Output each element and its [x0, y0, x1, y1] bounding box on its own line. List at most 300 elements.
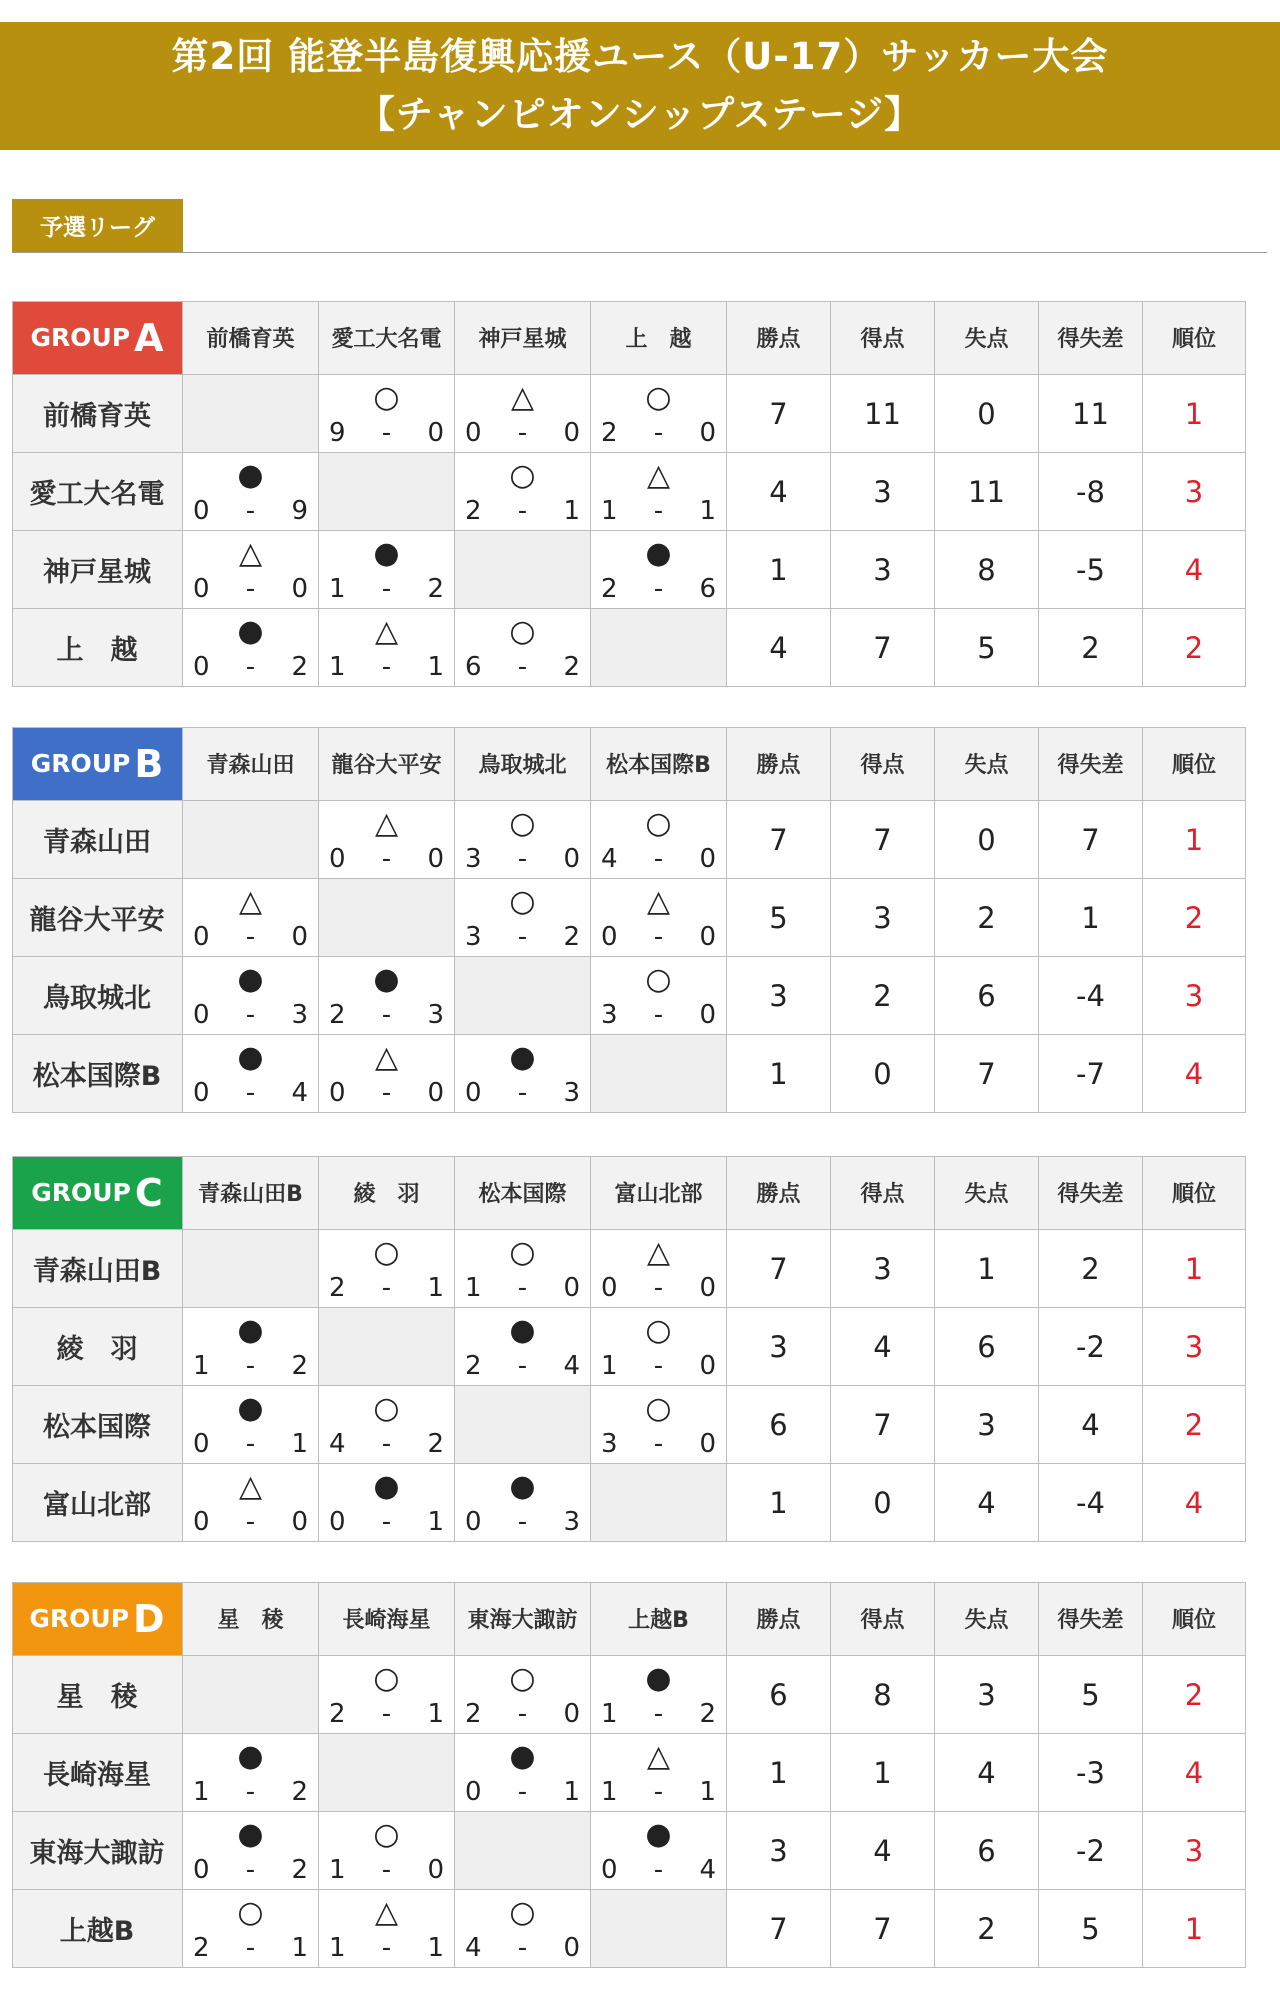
- match-result-content: [455, 879, 590, 956]
- column-header-team: [183, 1582, 319, 1656]
- draw-mark-icon: △: [374, 806, 399, 841]
- score-against: 2: [291, 1777, 308, 1807]
- match-score: [329, 844, 444, 874]
- row-header-team-label: 前橋育英: [43, 401, 151, 432]
- stat-cell: [1039, 609, 1143, 687]
- column-header-team-label: 前橋育英: [206, 327, 295, 352]
- row-header-team: [12, 957, 183, 1035]
- match-result: [591, 1734, 727, 1812]
- column-header-team-label: 上越B: [628, 1608, 689, 1633]
- group-table-c: [12, 1156, 1246, 1542]
- goals-against-value: 11: [968, 474, 1005, 509]
- score-against: 0: [699, 922, 716, 952]
- stat-cell: [831, 1464, 935, 1542]
- match-result: [455, 1890, 591, 1968]
- column-header-team: [591, 301, 727, 375]
- win-mark-icon: ○: [645, 962, 672, 997]
- stat-cell: [831, 879, 935, 957]
- score-separator: -: [653, 1855, 664, 1885]
- match-result-content: [319, 375, 454, 452]
- points-value: 4: [769, 474, 788, 509]
- column-header-stat: [727, 727, 831, 801]
- score-separator: -: [245, 496, 256, 526]
- column-header-stat: [1143, 301, 1246, 375]
- score-against: 0: [699, 1429, 716, 1459]
- match-result-content: [455, 1734, 590, 1811]
- self-match-cell: [455, 957, 591, 1035]
- stat-cell: [1143, 609, 1246, 687]
- draw-mark-icon: △: [646, 458, 671, 493]
- goals-for-value: 7: [873, 1911, 892, 1946]
- points-value: 3: [769, 978, 788, 1013]
- goal-difference-value: -7: [1076, 1056, 1105, 1091]
- score-for: 4: [465, 1933, 482, 1963]
- column-header-stat-label: 順位: [1171, 327, 1216, 352]
- loss-mark-icon: ●: [509, 1469, 536, 1504]
- score-for: 2: [329, 1273, 346, 1303]
- self-match-cell: [455, 1386, 591, 1464]
- stat-cell: [935, 1386, 1039, 1464]
- rank-value: 2: [1184, 1677, 1204, 1712]
- column-header-team-label: 綾 羽: [353, 1182, 420, 1207]
- match-result-content: [591, 1230, 726, 1307]
- score-for: 1: [329, 652, 346, 682]
- match-score: [329, 418, 444, 448]
- row-header-team-label: 松本国際: [43, 1412, 151, 1443]
- self-match-cell: [591, 1464, 727, 1542]
- match-result-content: [319, 531, 454, 608]
- stat-cell: [727, 375, 831, 453]
- self-match-cell: [319, 879, 455, 957]
- match-result-content: [183, 1464, 318, 1541]
- score-separator: -: [381, 1429, 392, 1459]
- goals-against-value: 0: [977, 822, 996, 857]
- goal-difference-value: -5: [1076, 552, 1105, 587]
- score-separator: -: [245, 1000, 256, 1030]
- score-against: 4: [291, 1078, 308, 1108]
- match-score: [601, 1777, 716, 1807]
- stat-cell: [1039, 1464, 1143, 1542]
- win-mark-icon: ○: [509, 614, 536, 649]
- column-header-team-label: 神戸星城: [478, 327, 567, 352]
- win-mark-icon: ○: [509, 806, 536, 841]
- row-header-team: [12, 1812, 183, 1890]
- match-score: [193, 1507, 308, 1537]
- loss-mark-icon: ●: [373, 1469, 400, 1504]
- stat-cell: [1143, 801, 1246, 879]
- match-result-content: [455, 1890, 590, 1967]
- column-header-stat: [831, 727, 935, 801]
- match-result-content: [455, 1656, 590, 1733]
- match-result-content: [183, 1890, 318, 1967]
- match-score: [465, 418, 580, 448]
- score-separator: -: [245, 1507, 256, 1537]
- score-against: 3: [291, 1000, 308, 1030]
- self-match-cell: [591, 1035, 727, 1113]
- stat-cell: [935, 1656, 1039, 1734]
- match-result-content: [319, 1812, 454, 1889]
- column-header-team: [319, 301, 455, 375]
- goals-against-value: 6: [977, 1833, 996, 1868]
- score-separator: -: [653, 574, 664, 604]
- match-result: [455, 1464, 591, 1542]
- column-header-stat: [727, 1582, 831, 1656]
- points-value: 6: [769, 1677, 788, 1712]
- column-header-stat-label: 勝点: [756, 753, 801, 778]
- stat-cell: [1143, 1035, 1246, 1113]
- score-separator: -: [653, 418, 664, 448]
- column-header-stat: [1143, 727, 1246, 801]
- score-separator: -: [653, 922, 664, 952]
- rank-value: 4: [1184, 1755, 1204, 1790]
- stat-cell: [935, 1230, 1039, 1308]
- stat-cell: [1143, 1812, 1246, 1890]
- score-against: 0: [699, 1000, 716, 1030]
- points-value: 1: [769, 1755, 788, 1790]
- draw-mark-icon: △: [646, 1235, 671, 1270]
- rank-value: 4: [1184, 1485, 1204, 1520]
- group-table-a: [12, 301, 1246, 687]
- score-separator: -: [517, 844, 528, 874]
- score-separator: -: [381, 1699, 392, 1729]
- score-separator: -: [381, 1078, 392, 1108]
- goal-difference-value: -4: [1076, 1485, 1105, 1520]
- column-header-stat: [935, 301, 1039, 375]
- column-header-stat: [831, 1582, 935, 1656]
- win-mark-icon: ○: [373, 1661, 400, 1696]
- match-score: [329, 1855, 444, 1885]
- stat-cell: [831, 1230, 935, 1308]
- match-score: [465, 1078, 580, 1108]
- column-header-stat-label: 失点: [964, 753, 1009, 778]
- score-separator: -: [245, 1429, 256, 1459]
- stat-cell: [935, 1464, 1039, 1542]
- match-result-content: [591, 801, 726, 878]
- stat-cell: [1039, 1656, 1143, 1734]
- stat-cell: [935, 531, 1039, 609]
- match-result: [183, 1464, 319, 1542]
- column-header-team: [183, 727, 319, 801]
- self-match-cell: [591, 609, 727, 687]
- score-for: 2: [465, 1351, 482, 1381]
- stat-cell: [1143, 375, 1246, 453]
- score-separator: -: [653, 1699, 664, 1729]
- score-separator: -: [381, 1000, 392, 1030]
- column-header-team: [183, 301, 319, 375]
- column-header-stat-label: 得点: [860, 327, 905, 352]
- score-for: 0: [329, 844, 346, 874]
- points-value: 5: [769, 900, 788, 935]
- match-score: [601, 418, 716, 448]
- column-header-stat-label: 得失差: [1057, 327, 1124, 352]
- self-match-cell: [455, 531, 591, 609]
- match-result: [183, 1734, 319, 1812]
- row-header-team-label: 鳥取城北: [43, 983, 151, 1014]
- points-value: 7: [769, 1251, 788, 1286]
- match-result-content: [591, 1386, 726, 1463]
- column-header-team-label: 愛工大名電: [331, 327, 442, 352]
- row-header-team: [12, 1308, 183, 1386]
- self-match-cell: [183, 801, 319, 879]
- goals-for-value: 3: [873, 474, 892, 509]
- column-header-stat: [1039, 727, 1143, 801]
- goals-for-value: 4: [873, 1833, 892, 1868]
- score-for: 0: [193, 574, 210, 604]
- stat-cell: [727, 1035, 831, 1113]
- match-score: [465, 496, 580, 526]
- score-for: 0: [193, 922, 210, 952]
- column-header-team: [455, 727, 591, 801]
- group-table-b: [12, 727, 1246, 1113]
- row-header-team-label: 星 稜: [56, 1682, 138, 1713]
- score-against: 2: [563, 922, 580, 952]
- score-separator: -: [653, 844, 664, 874]
- row-header-team: [12, 1035, 183, 1113]
- stat-cell: [1143, 531, 1246, 609]
- stat-cell: [727, 1734, 831, 1812]
- match-result: [455, 1656, 591, 1734]
- goal-difference-value: 7: [1081, 822, 1100, 857]
- stat-cell: [935, 1812, 1039, 1890]
- score-against: 1: [427, 1933, 444, 1963]
- score-separator: -: [381, 652, 392, 682]
- goals-against-value: 2: [977, 1911, 996, 1946]
- stat-cell: [1143, 1656, 1246, 1734]
- score-against: 0: [563, 418, 580, 448]
- goal-difference-value: -3: [1076, 1755, 1105, 1790]
- score-separator: -: [517, 1078, 528, 1108]
- rank-value: 4: [1184, 552, 1204, 587]
- match-result: [183, 531, 319, 609]
- stat-cell: [831, 1812, 935, 1890]
- goals-against-value: 6: [977, 1329, 996, 1364]
- match-result: [455, 1734, 591, 1812]
- stat-cell: [1039, 531, 1143, 609]
- score-separator: -: [381, 418, 392, 448]
- match-result: [183, 957, 319, 1035]
- row-header-team: [12, 1464, 183, 1542]
- score-separator: -: [517, 1273, 528, 1303]
- score-separator: -: [653, 1273, 664, 1303]
- section-divider: [12, 252, 1267, 253]
- row-header-team-label: 上 越: [56, 635, 138, 666]
- draw-mark-icon: △: [646, 1739, 671, 1774]
- score-separator: -: [245, 1777, 256, 1807]
- win-mark-icon: ○: [237, 1895, 264, 1930]
- match-result: [183, 1890, 319, 1968]
- column-header-stat-label: 順位: [1171, 1182, 1216, 1207]
- group-label-letter: A: [134, 315, 164, 360]
- loss-mark-icon: ●: [645, 1661, 672, 1696]
- score-for: 3: [465, 922, 482, 952]
- match-score: [193, 652, 308, 682]
- match-result-content: [319, 957, 454, 1034]
- group-table-d: [12, 1582, 1246, 1968]
- goals-for-value: 3: [873, 552, 892, 587]
- stat-cell: [831, 957, 935, 1035]
- score-against: 0: [563, 844, 580, 874]
- win-mark-icon: ○: [645, 380, 672, 415]
- stat-cell: [727, 609, 831, 687]
- match-score: [465, 1507, 580, 1537]
- match-result-content: [455, 375, 590, 452]
- score-for: 2: [465, 496, 482, 526]
- match-score: [329, 1273, 444, 1303]
- loss-mark-icon: ●: [237, 1817, 264, 1852]
- stat-cell: [935, 453, 1039, 531]
- score-for: 0: [193, 652, 210, 682]
- stat-cell: [831, 609, 935, 687]
- stat-cell: [935, 879, 1039, 957]
- row-header-team: [12, 879, 183, 957]
- match-score: [465, 1273, 580, 1303]
- score-against: 1: [291, 1933, 308, 1963]
- score-against: 2: [563, 652, 580, 682]
- score-for: 0: [193, 496, 210, 526]
- win-mark-icon: ○: [373, 1235, 400, 1270]
- stat-cell: [727, 1812, 831, 1890]
- score-against: 1: [699, 496, 716, 526]
- column-header-stat-label: 得点: [860, 1608, 905, 1633]
- loss-mark-icon: ●: [237, 962, 264, 997]
- score-for: 0: [465, 1507, 482, 1537]
- self-match-cell: [183, 375, 319, 453]
- rank-value: 3: [1184, 1833, 1204, 1868]
- loss-mark-icon: ●: [237, 1040, 264, 1075]
- stat-cell: [831, 1308, 935, 1386]
- match-score: [601, 1273, 716, 1303]
- column-header-stat: [935, 727, 1039, 801]
- match-result: [591, 1308, 727, 1386]
- score-against: 0: [563, 1933, 580, 1963]
- score-against: 0: [427, 1855, 444, 1885]
- score-against: 9: [291, 496, 308, 526]
- stat-cell: [831, 1734, 935, 1812]
- match-score: [193, 1777, 308, 1807]
- stat-cell: [1039, 1386, 1143, 1464]
- score-for: 9: [329, 418, 346, 448]
- goals-for-value: 8: [873, 1677, 892, 1712]
- score-for: 0: [601, 1855, 618, 1885]
- score-separator: -: [653, 496, 664, 526]
- match-result: [319, 1386, 455, 1464]
- match-score: [329, 1933, 444, 1963]
- draw-mark-icon: △: [374, 1895, 399, 1930]
- loss-mark-icon: ●: [373, 962, 400, 997]
- score-against: 0: [699, 418, 716, 448]
- match-score: [193, 1078, 308, 1108]
- match-score: [193, 1855, 308, 1885]
- score-separator: -: [381, 1933, 392, 1963]
- goals-for-value: 2: [873, 978, 892, 1013]
- row-header-team: [12, 1656, 183, 1734]
- rank-value: 1: [1184, 1251, 1204, 1286]
- score-against: 3: [427, 1000, 444, 1030]
- score-separator: -: [517, 1777, 528, 1807]
- stat-cell: [1143, 1308, 1246, 1386]
- match-score: [601, 1855, 716, 1885]
- score-separator: -: [381, 1273, 392, 1303]
- score-for: 0: [329, 1078, 346, 1108]
- goals-against-value: 8: [977, 552, 996, 587]
- match-result: [319, 531, 455, 609]
- match-score: [465, 844, 580, 874]
- stat-cell: [935, 801, 1039, 879]
- rank-value: 1: [1184, 1911, 1204, 1946]
- win-mark-icon: ○: [645, 1313, 672, 1348]
- column-header-stat: [831, 301, 935, 375]
- score-for: 1: [601, 1351, 618, 1381]
- score-against: 2: [427, 574, 444, 604]
- score-against: 1: [427, 1273, 444, 1303]
- score-against: 2: [291, 652, 308, 682]
- score-separator: -: [653, 1000, 664, 1030]
- win-mark-icon: ○: [645, 806, 672, 841]
- row-header-team-label: 神戸星城: [43, 557, 151, 588]
- goals-for-value: 7: [873, 630, 892, 665]
- score-for: 1: [465, 1273, 482, 1303]
- win-mark-icon: ○: [509, 458, 536, 493]
- row-header-team: [12, 801, 183, 879]
- group-label: [12, 1582, 183, 1656]
- match-score: [465, 922, 580, 952]
- loss-mark-icon: ●: [509, 1040, 536, 1075]
- match-result: [591, 801, 727, 879]
- score-against: 0: [427, 844, 444, 874]
- match-result-content: [319, 1386, 454, 1463]
- stat-cell: [1039, 453, 1143, 531]
- group-grid: [12, 1156, 1246, 1542]
- column-header-stat-label: 得点: [860, 1182, 905, 1207]
- match-score: [193, 922, 308, 952]
- column-header-team: [591, 1156, 727, 1230]
- match-result: [455, 1035, 591, 1113]
- stat-cell: [727, 1656, 831, 1734]
- match-result-content: [183, 957, 318, 1034]
- group-grid: [12, 727, 1246, 1113]
- goal-difference-value: 1: [1081, 900, 1100, 935]
- match-result: [319, 609, 455, 687]
- match-score: [465, 1933, 580, 1963]
- stat-cell: [727, 1308, 831, 1386]
- column-header-team: [455, 1582, 591, 1656]
- score-against: 0: [427, 418, 444, 448]
- score-for: 1: [329, 1855, 346, 1885]
- score-against: 1: [427, 1507, 444, 1537]
- goal-difference-value: 4: [1081, 1407, 1100, 1442]
- stat-cell: [935, 609, 1039, 687]
- column-header-stat-label: 勝点: [756, 1182, 801, 1207]
- points-value: 6: [769, 1407, 788, 1442]
- column-header-team-label: 鳥取城北: [478, 753, 567, 778]
- match-result: [455, 453, 591, 531]
- loss-mark-icon: ●: [237, 1391, 264, 1426]
- column-header-stat-label: 順位: [1171, 1608, 1216, 1633]
- loss-mark-icon: ●: [237, 1739, 264, 1774]
- match-result: [183, 879, 319, 957]
- score-for: 6: [465, 652, 482, 682]
- goals-against-value: 4: [977, 1755, 996, 1790]
- match-score: [193, 1351, 308, 1381]
- group-label-prefix: GROUP: [30, 749, 131, 778]
- score-for: 2: [193, 1933, 210, 1963]
- row-header-team: [12, 375, 183, 453]
- score-separator: -: [245, 652, 256, 682]
- goals-for-value: 11: [864, 396, 901, 431]
- draw-mark-icon: △: [238, 536, 263, 571]
- match-result-content: [183, 1035, 318, 1112]
- match-result: [455, 879, 591, 957]
